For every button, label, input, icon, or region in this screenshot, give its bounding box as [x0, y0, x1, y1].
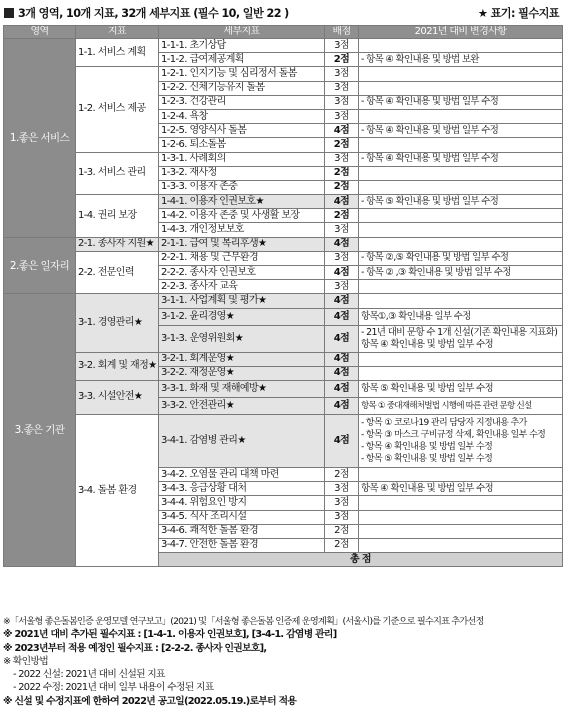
indicator-cell: 2-1. 종사자 지원★ [76, 237, 159, 251]
footnote-apply-date: ※ 신설 및 수정지표에 한하여 2022년 공고일(2022.05.19.)로부터 적용 [3, 695, 297, 707]
change-cell: 항목 ① 중대재해처벌법 시행에 따른 관련 문항 신설 [359, 397, 563, 414]
total-label: 총 점 [159, 553, 563, 567]
score-cell: 3점 [325, 67, 359, 81]
change-cell [359, 280, 563, 294]
table-row [4, 237, 563, 251]
change-cell [359, 510, 563, 524]
sub-indicator-cell: 1-4-1. 이용자 인권보호★ [159, 195, 325, 209]
score-cell: 4점 [325, 397, 359, 414]
change-cell [359, 138, 563, 152]
change-cell [359, 524, 563, 538]
score-cell: 4점 [325, 366, 359, 380]
col-changes: 2021년 대비 변경사항 [359, 26, 563, 39]
table-row [4, 39, 563, 53]
footnote-new: - 2022 신설: 2021년 대비 신설된 지표 [13, 669, 165, 681]
change-cell [359, 180, 563, 194]
footnote-added-required: ※ 2021년 대비 추가된 필수지표 : [1-4-1. 이용자 인권보호], [3-4-1. 감염병 관리] [3, 629, 337, 641]
col-indicator: 지표 [76, 26, 159, 39]
table-row [4, 352, 563, 366]
change-line: - 항목 ⑤ 확인내용 및 방법 일부 수정 [361, 453, 493, 464]
score-cell: 3점 [325, 482, 359, 496]
score-cell: 2점 [325, 467, 359, 481]
score-cell: 4점 [325, 325, 359, 352]
change-cell: - 항목 ④ 확인내용 및 방법 일부 수정 [359, 124, 563, 138]
sub-indicator-cell: 3-4-7. 안전한 돌봄 환경 [159, 538, 325, 552]
score-cell: 2점 [325, 524, 359, 538]
change-cell: - 항목 ⑤ 확인내용 및 방법 일부 수정 [359, 195, 563, 209]
change-cell [359, 166, 563, 180]
indicator-cell: 1-3. 서비스 관리 [76, 152, 159, 195]
score-cell: 4점 [325, 308, 359, 325]
indicator-cell: 3-1. 경영관리★ [76, 294, 159, 352]
score-cell: 3점 [325, 152, 359, 166]
footnote-2023-required: ※ 2023년부터 적용 예정인 필수지표 : [2-2-2. 종사자 인권보호], [3, 642, 267, 654]
sub-indicator-cell: 3-4-4. 위험요인 방지 [159, 496, 325, 510]
sub-indicator-cell: 2-2-1. 채용 및 근무환경 [159, 251, 325, 265]
sub-indicator-cell: 3-2-1. 회계운영★ [159, 352, 325, 366]
change-cell [359, 223, 563, 237]
sub-indicator-cell: 3-4-2. 오염물 관리 대책 마련 [159, 467, 325, 481]
sub-indicator-cell: 3-2-2. 재정운영★ [159, 366, 325, 380]
sub-indicator-cell: 2-1-1. 급여 및 복리후생★ [159, 237, 325, 251]
table-row [4, 152, 563, 166]
header-title-group [4, 5, 289, 21]
score-cell: 3점 [325, 280, 359, 294]
sub-indicator-cell: 1-1-1. 초기상담 [159, 39, 325, 53]
score-cell: 4점 [325, 195, 359, 209]
indicator-cell: 1-2. 서비스 제공 [76, 67, 159, 152]
indicator-cell: 1-4. 권리 보장 [76, 195, 159, 238]
change-line: - 21년 대비 문항 수 1개 신설(기존 확인내용 지표화) [361, 326, 558, 338]
score-cell: 3점 [325, 510, 359, 524]
area-cell: 3.좋은 기관 [4, 294, 76, 567]
change-cell: 항목 ⑤ 확인내용 및 방법 일부 수정 [359, 380, 563, 397]
area-cell: 1.좋은 서비스 [4, 39, 76, 238]
indicator-cell: 3-3. 시설안전★ [76, 380, 159, 414]
sub-indicator-cell: 1-1-2. 급여제공계획 [159, 53, 325, 67]
score-cell: 3점 [325, 223, 359, 237]
footnote-source: ※「서울형 좋은돌봄인증 운영모델 연구보고」(2021) 및「서울형 좋은돌봄 인증제 운영계획」(서울시)를 기준으로 필수지표 추가선정 [3, 616, 484, 627]
sub-indicator-cell: 3-1-2. 윤리경영★ [159, 308, 325, 325]
sub-indicator-cell: 1-2-6. 퇴소돌봄 [159, 138, 325, 152]
score-cell: 3점 [325, 81, 359, 95]
table-header-row [4, 26, 563, 39]
table-row [4, 414, 563, 467]
change-cell [359, 352, 563, 366]
sub-indicator-cell: 1-2-2. 신체기능유지 돌봄 [159, 81, 325, 95]
sub-indicator-cell: 3-4-1. 감염병 관리★ [159, 414, 325, 467]
sub-indicator-cell: 1-4-3. 개인정보보호 [159, 223, 325, 237]
sub-indicator-cell: 1-3-2. 재사정 [159, 166, 325, 180]
change-cell [359, 538, 563, 552]
footnote-modified: - 2022 수정: 2021년 대비 일부 내용이 수정된 지표 [13, 682, 214, 694]
change-line: - 항목 ① 코로나19 관리 담당자 지정내용 추가 [361, 417, 527, 428]
change-cell: - 항목 ④ 확인내용 및 방법 보완 [359, 53, 563, 67]
sub-indicator-cell: 3-3-1. 화재 및 재해예방★ [159, 380, 325, 397]
score-cell: 2점 [325, 538, 359, 552]
score-cell: 4점 [325, 266, 359, 280]
score-cell: 2점 [325, 53, 359, 67]
col-area: 영역 [4, 26, 76, 39]
change-line: - 항목 ④ 확인내용 및 방법 일부 수정 [361, 441, 493, 452]
score-cell: 2점 [325, 166, 359, 180]
sub-indicator-cell: 2-2-3. 종사자 교육 [159, 280, 325, 294]
sub-indicator-cell: 3-1-3. 운영위원회★ [159, 325, 325, 352]
indicator-cell: 2-2. 전문인력 [76, 251, 159, 294]
change-cell: - 항목 ②,⑤ 확인내용 및 방법 일부 수정 [359, 251, 563, 265]
col-sub-indicator: 세부지표 [159, 26, 325, 39]
score-cell: 3점 [325, 496, 359, 510]
change-cell [359, 209, 563, 223]
change-line: 항목 ④ 확인내용 및 방법 일부 수정 [361, 338, 494, 350]
change-cell [359, 67, 563, 81]
col-score: 배점 [325, 26, 359, 39]
sub-indicator-cell: 3-4-6. 쾌적한 돌봄 환경 [159, 524, 325, 538]
square-bullet-icon [4, 8, 14, 18]
change-line: - 항목 ③ 마스크 구비규정 삭제, 확인내용 일부 수정 [361, 429, 546, 440]
score-cell: 2점 [325, 180, 359, 194]
sub-indicator-cell: 1-2-3. 건강관리 [159, 95, 325, 109]
sub-indicator-cell: 1-3-3. 이용자 존중 [159, 180, 325, 194]
change-cell [359, 237, 563, 251]
table-row [4, 294, 563, 308]
sub-indicator-cell: 2-2-2. 종사자 인권보호 [159, 266, 325, 280]
table-header-bar [0, 0, 565, 26]
change-cell: - 항목 ④ 확인내용 및 방법 일부 수정 [359, 152, 563, 166]
score-cell: 3점 [325, 251, 359, 265]
footnotes [3, 615, 563, 708]
change-cell: 항목①,③ 확인내용 일부 수정 [359, 308, 563, 325]
score-cell: 2점 [325, 209, 359, 223]
header-title: 3개 영역, 10개 지표, 32개 세부지표 (필수 10, 일반 22 ) [18, 7, 289, 20]
score-cell: 3점 [325, 109, 359, 123]
score-cell: 3점 [325, 39, 359, 53]
score-cell: 4점 [325, 414, 359, 467]
score-cell: 2점 [325, 138, 359, 152]
change-cell [359, 496, 563, 510]
change-cell [359, 414, 563, 467]
change-cell [359, 467, 563, 481]
score-cell: 4점 [325, 352, 359, 366]
change-cell [359, 81, 563, 95]
change-cell: - 항목 ④ 확인내용 및 방법 일부 수정 [359, 95, 563, 109]
indicator-cell: 1-1. 서비스 계획 [76, 39, 159, 67]
footnote-check-method: ※ 확인방법 [3, 655, 48, 667]
change-cell [359, 294, 563, 308]
area-cell: 2.좋은 일자리 [4, 237, 76, 294]
sub-indicator-cell: 1-2-5. 영양식사 돌봄 [159, 124, 325, 138]
sub-indicator-cell: 3-4-3. 응급상황 대처 [159, 482, 325, 496]
sub-indicator-cell: 1-3-1. 사례회의 [159, 152, 325, 166]
sub-indicator-cell: 3-3-2. 안전관리★ [159, 397, 325, 414]
change-cell: 항목 ④ 확인내용 및 방법 일부 수정 [359, 482, 563, 496]
indicator-cell: 3-4. 돌봄 환경 [76, 414, 159, 566]
change-cell [359, 366, 563, 380]
score-cell: 3점 [325, 95, 359, 109]
change-cell: - 항목 ② ,③ 확인내용 및 방법 일부 수정 [359, 266, 563, 280]
evaluation-table [3, 25, 563, 567]
legend-label: ★ 표기: 필수지표 [477, 7, 559, 20]
score-cell: 4점 [325, 380, 359, 397]
sub-indicator-cell: 3-4-5. 식사 조리시설 [159, 510, 325, 524]
table-row [4, 195, 563, 209]
sub-indicator-cell: 1-2-1. 인지기능 및 심리정서 돌봄 [159, 67, 325, 81]
sub-indicator-cell: 1-4-2. 이용자 존중 및 사생활 보장 [159, 209, 325, 223]
table-row [4, 380, 563, 397]
change-cell [359, 39, 563, 53]
score-cell: 4점 [325, 237, 359, 251]
score-cell: 4점 [325, 294, 359, 308]
sub-indicator-cell: 1-2-4. 욕창 [159, 109, 325, 123]
table-row [4, 67, 563, 81]
table-row [4, 251, 563, 265]
score-cell: 4점 [325, 124, 359, 138]
change-cell [359, 325, 563, 352]
sub-indicator-cell: 3-1-1. 사업계획 및 평가★ [159, 294, 325, 308]
indicator-cell: 3-2. 회계 및 재정★ [76, 352, 159, 380]
change-cell [359, 109, 563, 123]
